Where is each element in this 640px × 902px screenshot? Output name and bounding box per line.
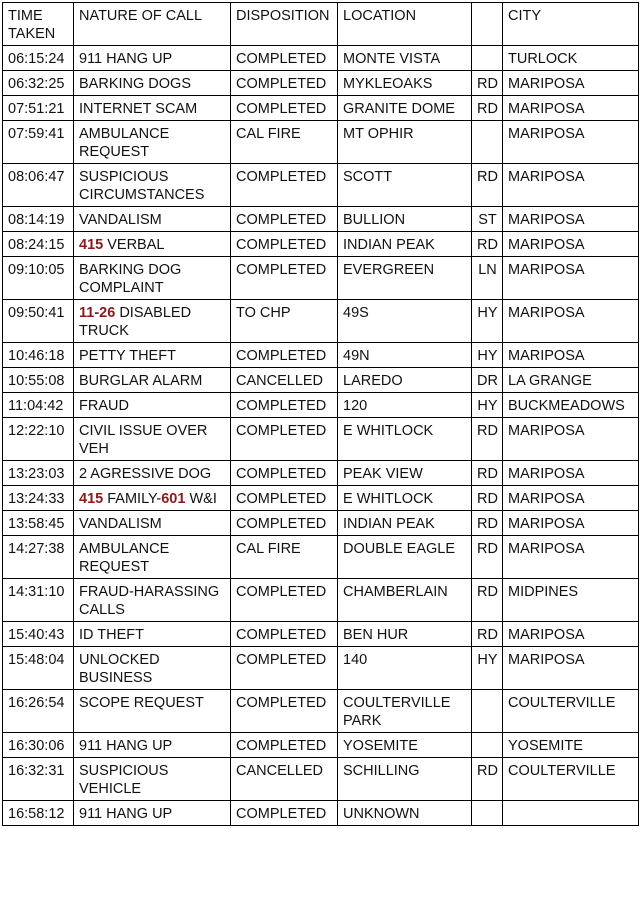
cell-nature-of-call	[74, 257, 231, 300]
cell-street-suffix: RD	[472, 511, 503, 536]
nature-text: VERBAL	[103, 237, 165, 253]
cell-disposition: COMPLETED	[231, 46, 338, 71]
cell-nature-of-call	[74, 511, 231, 536]
cell-street-suffix	[472, 121, 503, 164]
cell-street-suffix: RD	[472, 758, 503, 801]
nature-text: 911 HANG UP	[79, 51, 173, 67]
cell-city: MARIPOSA	[503, 121, 639, 164]
nature-text: SCOPE REQUEST	[79, 695, 204, 711]
cell-location: E WHITLOCK	[338, 418, 472, 461]
cell-time-taken: 14:27:38	[3, 536, 74, 579]
cell-disposition: COMPLETED	[231, 393, 338, 418]
cell-time-taken: 16:26:54	[3, 690, 74, 733]
table-row	[3, 393, 639, 418]
cell-nature-of-call	[74, 300, 231, 343]
nature-text: CIVIL ISSUE OVER VEH	[79, 423, 208, 457]
nature-text: AMBULANCE REQUEST	[79, 126, 170, 160]
header-disposition: DISPOSITION	[231, 3, 338, 46]
cell-location: E WHITLOCK	[338, 486, 472, 511]
cell-disposition: COMPLETED	[231, 690, 338, 733]
cell-time-taken: 06:15:24	[3, 46, 74, 71]
cell-nature-of-call	[74, 733, 231, 758]
cell-time-taken: 07:51:21	[3, 96, 74, 121]
cell-location: BULLION	[338, 207, 472, 232]
cell-city: MIDPINES	[503, 579, 639, 622]
cell-city: MARIPOSA	[503, 164, 639, 207]
cell-street-suffix: HY	[472, 300, 503, 343]
header-street-suffix	[472, 3, 503, 46]
cell-location: INDIAN PEAK	[338, 511, 472, 536]
cell-nature-of-call	[74, 232, 231, 257]
cell-city: MARIPOSA	[503, 486, 639, 511]
table-row	[3, 801, 639, 826]
cell-disposition: COMPLETED	[231, 579, 338, 622]
cell-street-suffix: RD	[472, 71, 503, 96]
call-log-table	[2, 2, 639, 826]
cell-disposition: COMPLETED	[231, 232, 338, 257]
nature-text: W&I	[185, 491, 217, 507]
nature-text: 911 HANG UP	[79, 806, 173, 822]
code-highlight: 11-26	[79, 305, 116, 321]
cell-location: 140	[338, 647, 472, 690]
cell-disposition: COMPLETED	[231, 257, 338, 300]
cell-city: MARIPOSA	[503, 343, 639, 368]
code-highlight: 601	[161, 491, 186, 507]
cell-street-suffix: RD	[472, 486, 503, 511]
cell-time-taken: 11:04:42	[3, 393, 74, 418]
cell-time-taken: 13:24:33	[3, 486, 74, 511]
cell-city	[503, 801, 639, 826]
cell-nature-of-call	[74, 121, 231, 164]
cell-time-taken: 12:22:10	[3, 418, 74, 461]
table-row	[3, 207, 639, 232]
cell-location: YOSEMITE	[338, 733, 472, 758]
table-row	[3, 579, 639, 622]
cell-disposition: CANCELLED	[231, 368, 338, 393]
cell-disposition: CAL FIRE	[231, 536, 338, 579]
cell-street-suffix: HY	[472, 647, 503, 690]
nature-text: BURGLAR ALARM	[79, 373, 203, 389]
cell-nature-of-call	[74, 461, 231, 486]
cell-disposition: COMPLETED	[231, 343, 338, 368]
cell-nature-of-call	[74, 579, 231, 622]
cell-time-taken: 07:59:41	[3, 121, 74, 164]
cell-street-suffix: RD	[472, 579, 503, 622]
table-row	[3, 536, 639, 579]
cell-nature-of-call	[74, 622, 231, 647]
table-row	[3, 418, 639, 461]
cell-street-suffix	[472, 690, 503, 733]
table-row	[3, 343, 639, 368]
cell-disposition: COMPLETED	[231, 96, 338, 121]
cell-city: COULTERVILLE	[503, 758, 639, 801]
cell-nature-of-call	[74, 368, 231, 393]
table-row	[3, 368, 639, 393]
cell-nature-of-call	[74, 536, 231, 579]
cell-nature-of-call	[74, 418, 231, 461]
cell-nature-of-call	[74, 46, 231, 71]
cell-street-suffix: RD	[472, 536, 503, 579]
cell-time-taken: 08:24:15	[3, 232, 74, 257]
cell-location: INDIAN PEAK	[338, 232, 472, 257]
table-row	[3, 121, 639, 164]
cell-location: SCOTT	[338, 164, 472, 207]
cell-disposition: COMPLETED	[231, 511, 338, 536]
cell-nature-of-call	[74, 801, 231, 826]
cell-city: MARIPOSA	[503, 536, 639, 579]
cell-location: EVERGREEN	[338, 257, 472, 300]
cell-disposition: COMPLETED	[231, 164, 338, 207]
cell-city: COULTERVILLE	[503, 690, 639, 733]
cell-city: MARIPOSA	[503, 71, 639, 96]
nature-text: BARKING DOG COMPLAINT	[79, 262, 182, 296]
cell-time-taken: 13:23:03	[3, 461, 74, 486]
table-row	[3, 758, 639, 801]
cell-street-suffix: LN	[472, 257, 503, 300]
cell-city: MARIPOSA	[503, 418, 639, 461]
code-highlight: 415	[79, 237, 104, 253]
cell-nature-of-call	[74, 96, 231, 121]
nature-text: SUSPICIOUS CIRCUMSTANCES	[79, 169, 205, 203]
cell-street-suffix: RD	[472, 461, 503, 486]
header-row	[3, 3, 639, 46]
table-row	[3, 647, 639, 690]
cell-time-taken: 10:55:08	[3, 368, 74, 393]
cell-nature-of-call	[74, 343, 231, 368]
cell-disposition: TO CHP	[231, 300, 338, 343]
nature-text: ID THEFT	[79, 627, 144, 643]
cell-street-suffix: ST	[472, 207, 503, 232]
table-row	[3, 257, 639, 300]
nature-text: VANDALISM	[79, 212, 162, 228]
cell-street-suffix: DR	[472, 368, 503, 393]
code-highlight: 415	[79, 491, 104, 507]
cell-location: MONTE VISTA	[338, 46, 472, 71]
cell-time-taken: 16:32:31	[3, 758, 74, 801]
cell-city: MARIPOSA	[503, 647, 639, 690]
nature-text: INTERNET SCAM	[79, 101, 198, 117]
cell-disposition: COMPLETED	[231, 622, 338, 647]
cell-time-taken: 15:40:43	[3, 622, 74, 647]
cell-street-suffix: HY	[472, 393, 503, 418]
cell-location: DOUBLE EAGLE	[338, 536, 472, 579]
cell-nature-of-call	[74, 758, 231, 801]
header-location: LOCATION	[338, 3, 472, 46]
cell-disposition: COMPLETED	[231, 733, 338, 758]
nature-text: AMBULANCE REQUEST	[79, 541, 170, 575]
table-row	[3, 164, 639, 207]
cell-disposition: COMPLETED	[231, 71, 338, 96]
cell-location: MYKLEOAKS	[338, 71, 472, 96]
cell-disposition: CANCELLED	[231, 758, 338, 801]
cell-location: GRANITE DOME	[338, 96, 472, 121]
cell-disposition: COMPLETED	[231, 207, 338, 232]
nature-text: DISABLED TRUCK	[79, 305, 192, 339]
cell-city: MARIPOSA	[503, 96, 639, 121]
table-row	[3, 733, 639, 758]
table-row	[3, 486, 639, 511]
table-row	[3, 300, 639, 343]
cell-city: MARIPOSA	[503, 511, 639, 536]
cell-location: 49S	[338, 300, 472, 343]
cell-street-suffix: RD	[472, 622, 503, 647]
cell-city: MARIPOSA	[503, 257, 639, 300]
cell-street-suffix: RD	[472, 164, 503, 207]
header-time-taken: TIME TAKEN	[3, 3, 74, 46]
nature-text: FRAUD-HARASSING CALLS	[79, 584, 220, 618]
cell-location: 120	[338, 393, 472, 418]
nature-text: PETTY THEFT	[79, 348, 176, 364]
cell-disposition: COMPLETED	[231, 486, 338, 511]
cell-city: MARIPOSA	[503, 461, 639, 486]
nature-text: VANDALISM	[79, 516, 162, 532]
cell-nature-of-call	[74, 207, 231, 232]
cell-time-taken: 16:30:06	[3, 733, 74, 758]
table-row	[3, 46, 639, 71]
call-log-body	[3, 46, 639, 826]
nature-text: BARKING DOGS	[79, 76, 191, 92]
cell-location: COULTERVILLE PARK	[338, 690, 472, 733]
cell-location: UNKNOWN	[338, 801, 472, 826]
cell-city: BUCKMEADOWS	[503, 393, 639, 418]
cell-street-suffix: RD	[472, 232, 503, 257]
cell-time-taken: 09:10:05	[3, 257, 74, 300]
table-row	[3, 71, 639, 96]
cell-nature-of-call	[74, 393, 231, 418]
cell-city: MARIPOSA	[503, 232, 639, 257]
cell-time-taken: 15:48:04	[3, 647, 74, 690]
cell-street-suffix: HY	[472, 343, 503, 368]
nature-text: 911 HANG UP	[79, 738, 173, 754]
cell-nature-of-call	[74, 486, 231, 511]
nature-text: FRAUD	[79, 398, 129, 414]
cell-city: YOSEMITE	[503, 733, 639, 758]
cell-time-taken: 06:32:25	[3, 71, 74, 96]
cell-location: SCHILLING	[338, 758, 472, 801]
cell-disposition: COMPLETED	[231, 461, 338, 486]
cell-time-taken: 16:58:12	[3, 801, 74, 826]
table-row	[3, 690, 639, 733]
cell-disposition: COMPLETED	[231, 418, 338, 461]
cell-disposition: COMPLETED	[231, 801, 338, 826]
cell-location: 49N	[338, 343, 472, 368]
cell-location: CHAMBERLAIN	[338, 579, 472, 622]
table-row	[3, 232, 639, 257]
cell-time-taken: 10:46:18	[3, 343, 74, 368]
cell-time-taken: 09:50:41	[3, 300, 74, 343]
cell-location: PEAK VIEW	[338, 461, 472, 486]
cell-street-suffix: RD	[472, 418, 503, 461]
cell-nature-of-call	[74, 647, 231, 690]
table-row	[3, 461, 639, 486]
header-nature-of-call: NATURE OF CALL	[74, 3, 231, 46]
cell-city: LA GRANGE	[503, 368, 639, 393]
cell-city: TURLOCK	[503, 46, 639, 71]
cell-time-taken: 14:31:10	[3, 579, 74, 622]
cell-disposition: CAL FIRE	[231, 121, 338, 164]
cell-nature-of-call	[74, 164, 231, 207]
cell-location: MT OPHIR	[338, 121, 472, 164]
cell-city: MARIPOSA	[503, 300, 639, 343]
cell-time-taken: 08:14:19	[3, 207, 74, 232]
nature-text: FAMILY-	[103, 491, 162, 507]
cell-time-taken: 08:06:47	[3, 164, 74, 207]
cell-nature-of-call	[74, 690, 231, 733]
cell-nature-of-call	[74, 71, 231, 96]
table-row	[3, 96, 639, 121]
nature-text: SUSPICIOUS VEHICLE	[79, 763, 169, 797]
nature-text: UNLOCKED BUSINESS	[79, 652, 160, 686]
cell-time-taken: 13:58:45	[3, 511, 74, 536]
cell-street-suffix	[472, 46, 503, 71]
cell-city: MARIPOSA	[503, 207, 639, 232]
cell-location: LAREDO	[338, 368, 472, 393]
cell-city: MARIPOSA	[503, 622, 639, 647]
cell-street-suffix: RD	[472, 96, 503, 121]
header-city: CITY	[503, 3, 639, 46]
cell-street-suffix	[472, 801, 503, 826]
table-row	[3, 622, 639, 647]
cell-disposition: COMPLETED	[231, 647, 338, 690]
table-row	[3, 511, 639, 536]
cell-street-suffix	[472, 733, 503, 758]
nature-text: 2 AGRESSIVE DOG	[79, 466, 212, 482]
cell-location: BEN HUR	[338, 622, 472, 647]
